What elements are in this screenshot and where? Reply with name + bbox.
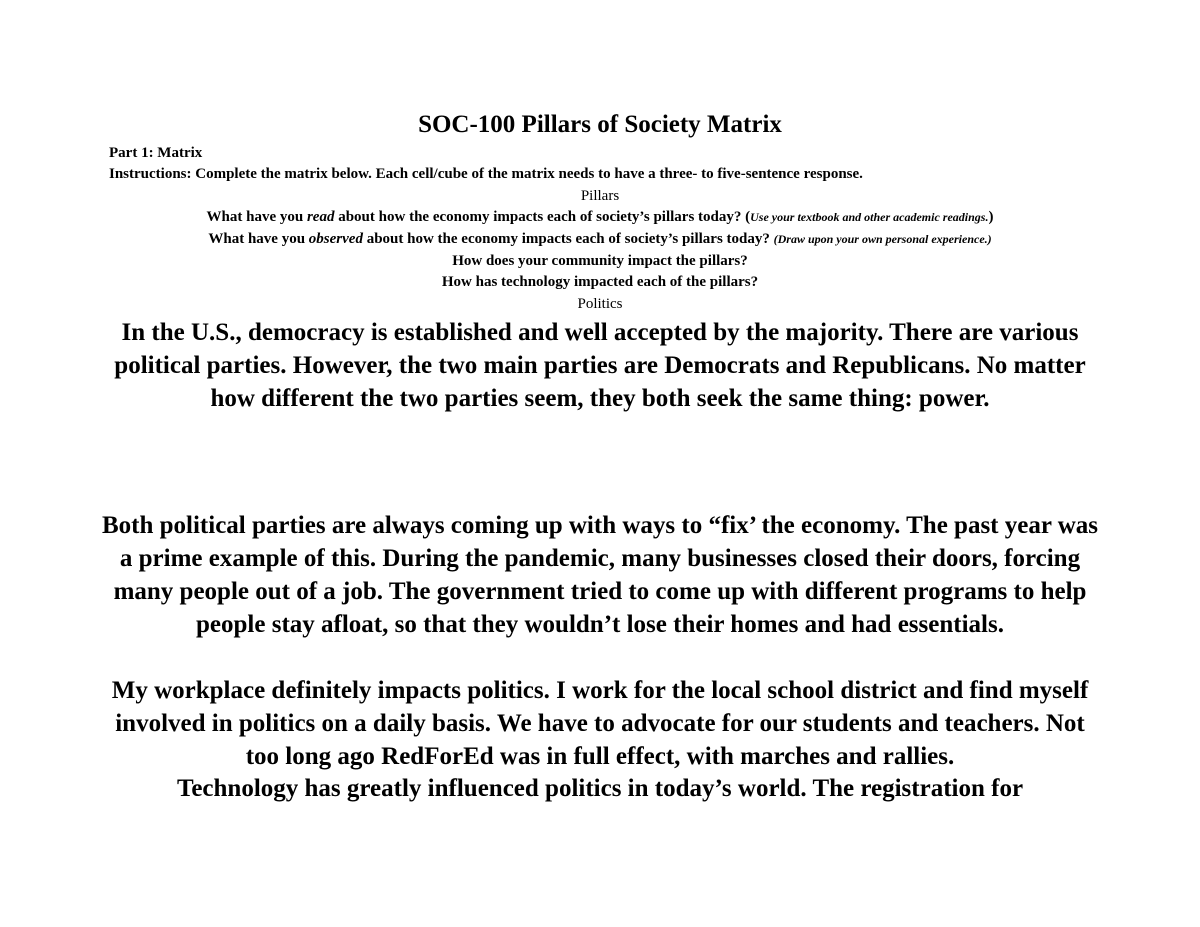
instructions: Instructions: Complete the matrix below. Each cell/cube of the matrix needs to have a three- to five-sentence response. <box>109 166 863 182</box>
question-read-note: Use your textbook and other academic readings. <box>750 210 989 224</box>
part-label: Part 1: Matrix <box>109 145 203 161</box>
question-read-close: ) <box>988 209 994 225</box>
question-read-prefix: What have you <box>206 209 307 225</box>
response-read: In the U.S., democracy is established and well accepted by the majority. There are various political parties. However, the two main parties are Democrats and Republicans. No matter how different the two parties seem, they both seek the same thing: power. <box>114 319 1086 412</box>
question-read-emphasis: read <box>306 209 335 225</box>
pillars-heading: Pillars <box>580 188 620 204</box>
document-title: SOC-100 Pillars of Society Matrix <box>418 111 782 138</box>
question-community: How does your community impact the pillars? <box>452 253 748 269</box>
pillar-name: Politics <box>577 296 623 312</box>
question-read <box>0 207 1200 227</box>
question-observed-note: (Draw upon your own personal experience.) <box>773 232 992 246</box>
question-observed-emphasis: observed <box>308 231 363 247</box>
question-observed-prefix: What have you <box>208 231 309 247</box>
response-observed: Both political parties are always coming up with ways to “fix’ the economy. The past year was a prime example of this. During the pandemic, many businesses closed their doors, forcing many people out of a job. The government tried to come up with different programs to help people stay afloat, so that they wouldn’t lose their homes and had essentials. <box>101 512 1099 638</box>
question-technology: How has technology impacted each of the pillars? <box>441 274 759 290</box>
response-community: My workplace definitely impacts politics. I work for the local school district and find myself involved in politics on a daily basis. We have to advocate for our students and teachers. Not too long ago RedForEd was in full effect, with marches and rallies. <box>111 677 1089 770</box>
question-observed <box>0 229 1200 249</box>
response-technology: Technology has greatly influenced politics in today’s world. The registration for <box>176 775 1024 802</box>
question-observed-suffix: about how the economy impacts each of society’s pillars today? <box>362 231 774 247</box>
question-read-suffix: about how the economy impacts each of society’s pillars today? ( <box>334 209 751 225</box>
